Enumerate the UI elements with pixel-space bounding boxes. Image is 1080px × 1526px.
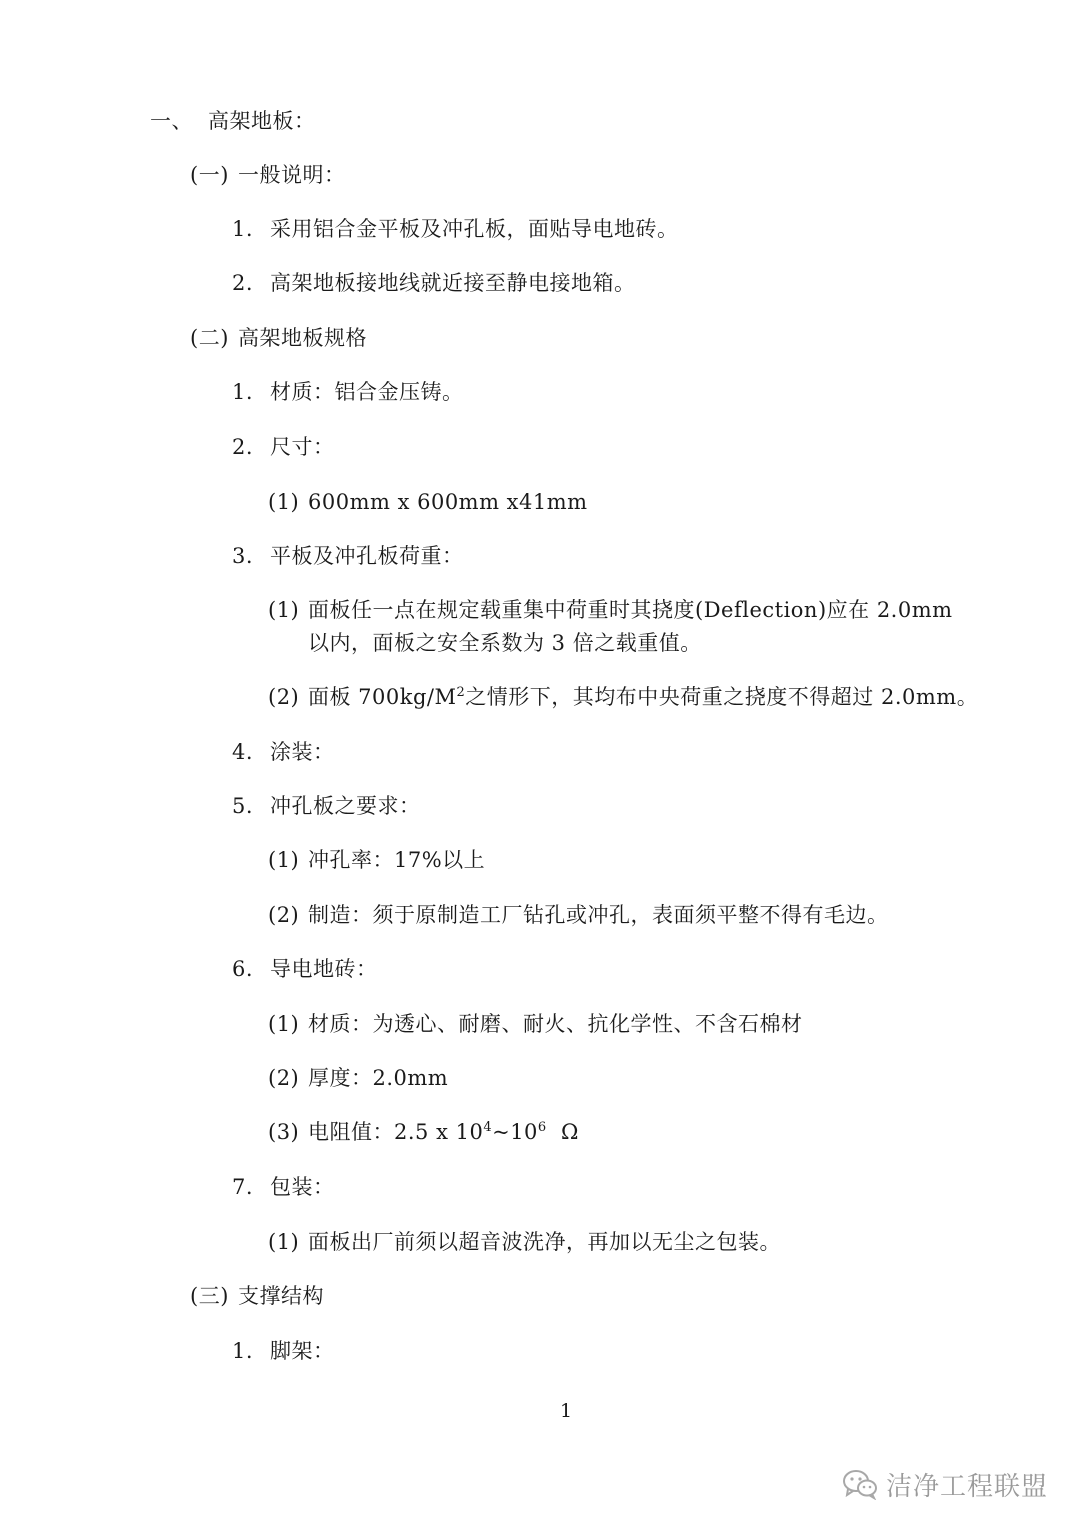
list-item: 6. 导电地砖：: [232, 957, 378, 981]
list-item: 4. 涂装：: [232, 740, 335, 764]
subsection-heading-1: (一) 一般说明：: [190, 163, 346, 187]
list-item: 3. 平板及冲孔板荷重：: [232, 544, 464, 568]
list-item: 1. 采用铝合金平板及冲孔板，面贴导电地砖。: [232, 217, 679, 241]
list-item: 7. 包装：: [232, 1175, 335, 1199]
list-item: 1. 脚架：: [232, 1339, 335, 1363]
watermark-text: 洁净工程联盟: [886, 1471, 1049, 1502]
subsection-heading-3: (三) 支撑结构: [190, 1284, 324, 1308]
wechat-icon: [842, 1468, 878, 1500]
page-number: 1: [560, 1400, 573, 1422]
list-subitem: (1) 材质：为透心、耐磨、耐火、抗化学性、不含石棉材: [268, 1012, 803, 1036]
list-item: 1. 材质：铝合金压铸。: [232, 380, 464, 404]
subsection-heading-2: (二) 高架地板规格: [190, 326, 367, 350]
list-subitem: (2) 制造：须于原制造工厂钻孔或冲孔，表面须平整不得有毛边。: [268, 903, 889, 927]
list-subitem: (2) 厚度：2.0mm: [268, 1066, 449, 1090]
list-item: 5. 冲孔板之要求：: [232, 794, 421, 818]
list-subitem: (1) 面板任一点在规定载重集中荷重时其挠度(Deflection)应在 2.0mm: [268, 598, 953, 622]
list-subitem-continuation: 以内，面板之安全系数为 3 倍之载重值。: [308, 631, 702, 655]
list-subitem: (1) 面板出厂前须以超音波洗净，再加以无尘之包装。: [268, 1230, 781, 1254]
list-subitem: (3) 电阻值：2.5 x $10^4\sim 10^6$ Ω: [268, 1120, 579, 1144]
list-subitem: (2) 面板 $700kg/M^2$之情形下，其均布中央荷重之挠度不得超过 2.0mm。: [268, 685, 979, 709]
watermark: [842, 1464, 1048, 1504]
list-subitem: (1) 冲孔率：17%以上: [268, 848, 486, 872]
list-subitem: (1) 600mm x 600mm x41mm: [268, 490, 588, 514]
section-heading: 一、 高架地板：: [150, 109, 316, 133]
list-item: 2. 高架地板接地线就近接至静电接地箱。: [232, 271, 636, 295]
list-item: 2. 尺寸：: [232, 435, 335, 459]
